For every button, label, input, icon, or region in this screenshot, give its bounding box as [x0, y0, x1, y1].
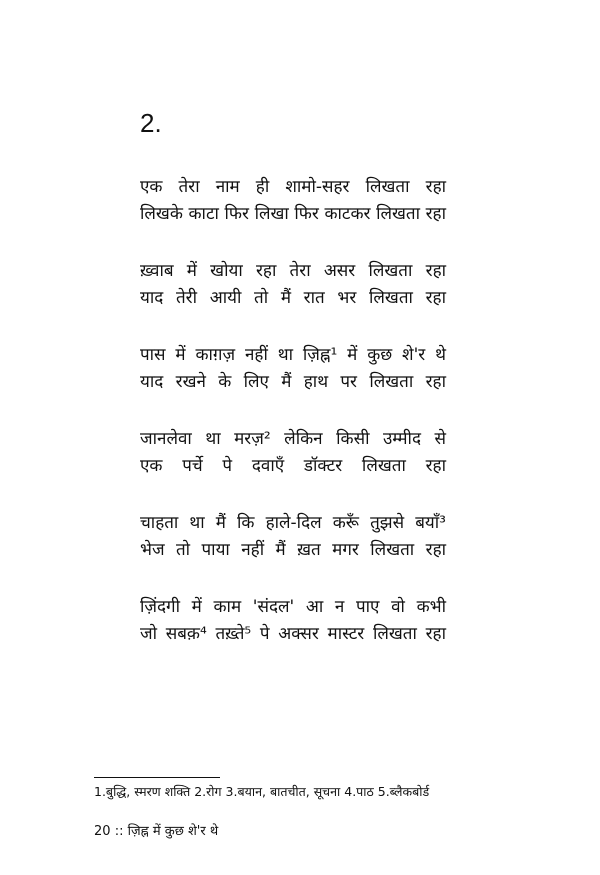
- poem-line: चाहता था मैं कि हाले-दिल करूँ तुझसे बयाँ³: [140, 513, 446, 533]
- stanza: [140, 426, 460, 510]
- poem-line: जो सबक़⁴ तख़्ते⁵ पे अक्सर मास्टर लिखता रहा: [140, 624, 446, 644]
- poem-line: लिखके काटा फिर लिखा फिर काटकर लिखता रहा: [140, 204, 446, 224]
- poem-line: याद तेरी आयी तो मैं रात भर लिखता रहा: [140, 288, 446, 308]
- poem-line: जानलेवा था मरज़² लेकिन किसी उम्मीद से: [140, 429, 446, 449]
- footnotes: 1.बुद्धि, स्मरण शक्ति 2.रोग 3.बयान, बातचीत, सूचना 4.पाठ 5.ब्लैकबोर्ड: [94, 784, 430, 799]
- page-footer: [94, 822, 218, 842]
- running-title: ज़िह्न में कुछ शे'र थे: [127, 824, 219, 839]
- stanza: [140, 510, 460, 594]
- poem-line: एक तेरा नाम ही शामो-सहर लिखता रहा: [140, 177, 446, 197]
- poem-line: ख़्वाब में खोया रहा तेरा असर लिखता रहा: [140, 261, 446, 281]
- stanza: [140, 174, 460, 258]
- poem-line: ज़िंदगी में काम 'संदल' आ न पाए वो कभी: [140, 597, 446, 617]
- poem-line: भेज तो पाया नहीं मैं ख़त मगर लिखता रहा: [140, 540, 446, 560]
- page-number: 20: [94, 824, 111, 839]
- footnote-divider: [94, 777, 220, 778]
- poem-number: 2.: [140, 108, 162, 138]
- poem-line: पास में काग़ज़ नहीं था ज़िह्न¹ में कुछ शे'र थे: [140, 345, 446, 365]
- stanza: [140, 342, 460, 426]
- footer-separator: ::: [114, 824, 124, 839]
- stanza: [140, 258, 460, 342]
- poem-line: याद रखने के लिए मैं हाथ पर लिखता रहा: [140, 372, 446, 392]
- stanza: [140, 594, 460, 678]
- poem-body: [140, 174, 460, 678]
- poem-line: एक पर्चे पे दवाएँ डॉक्टर लिखता रहा: [140, 456, 446, 476]
